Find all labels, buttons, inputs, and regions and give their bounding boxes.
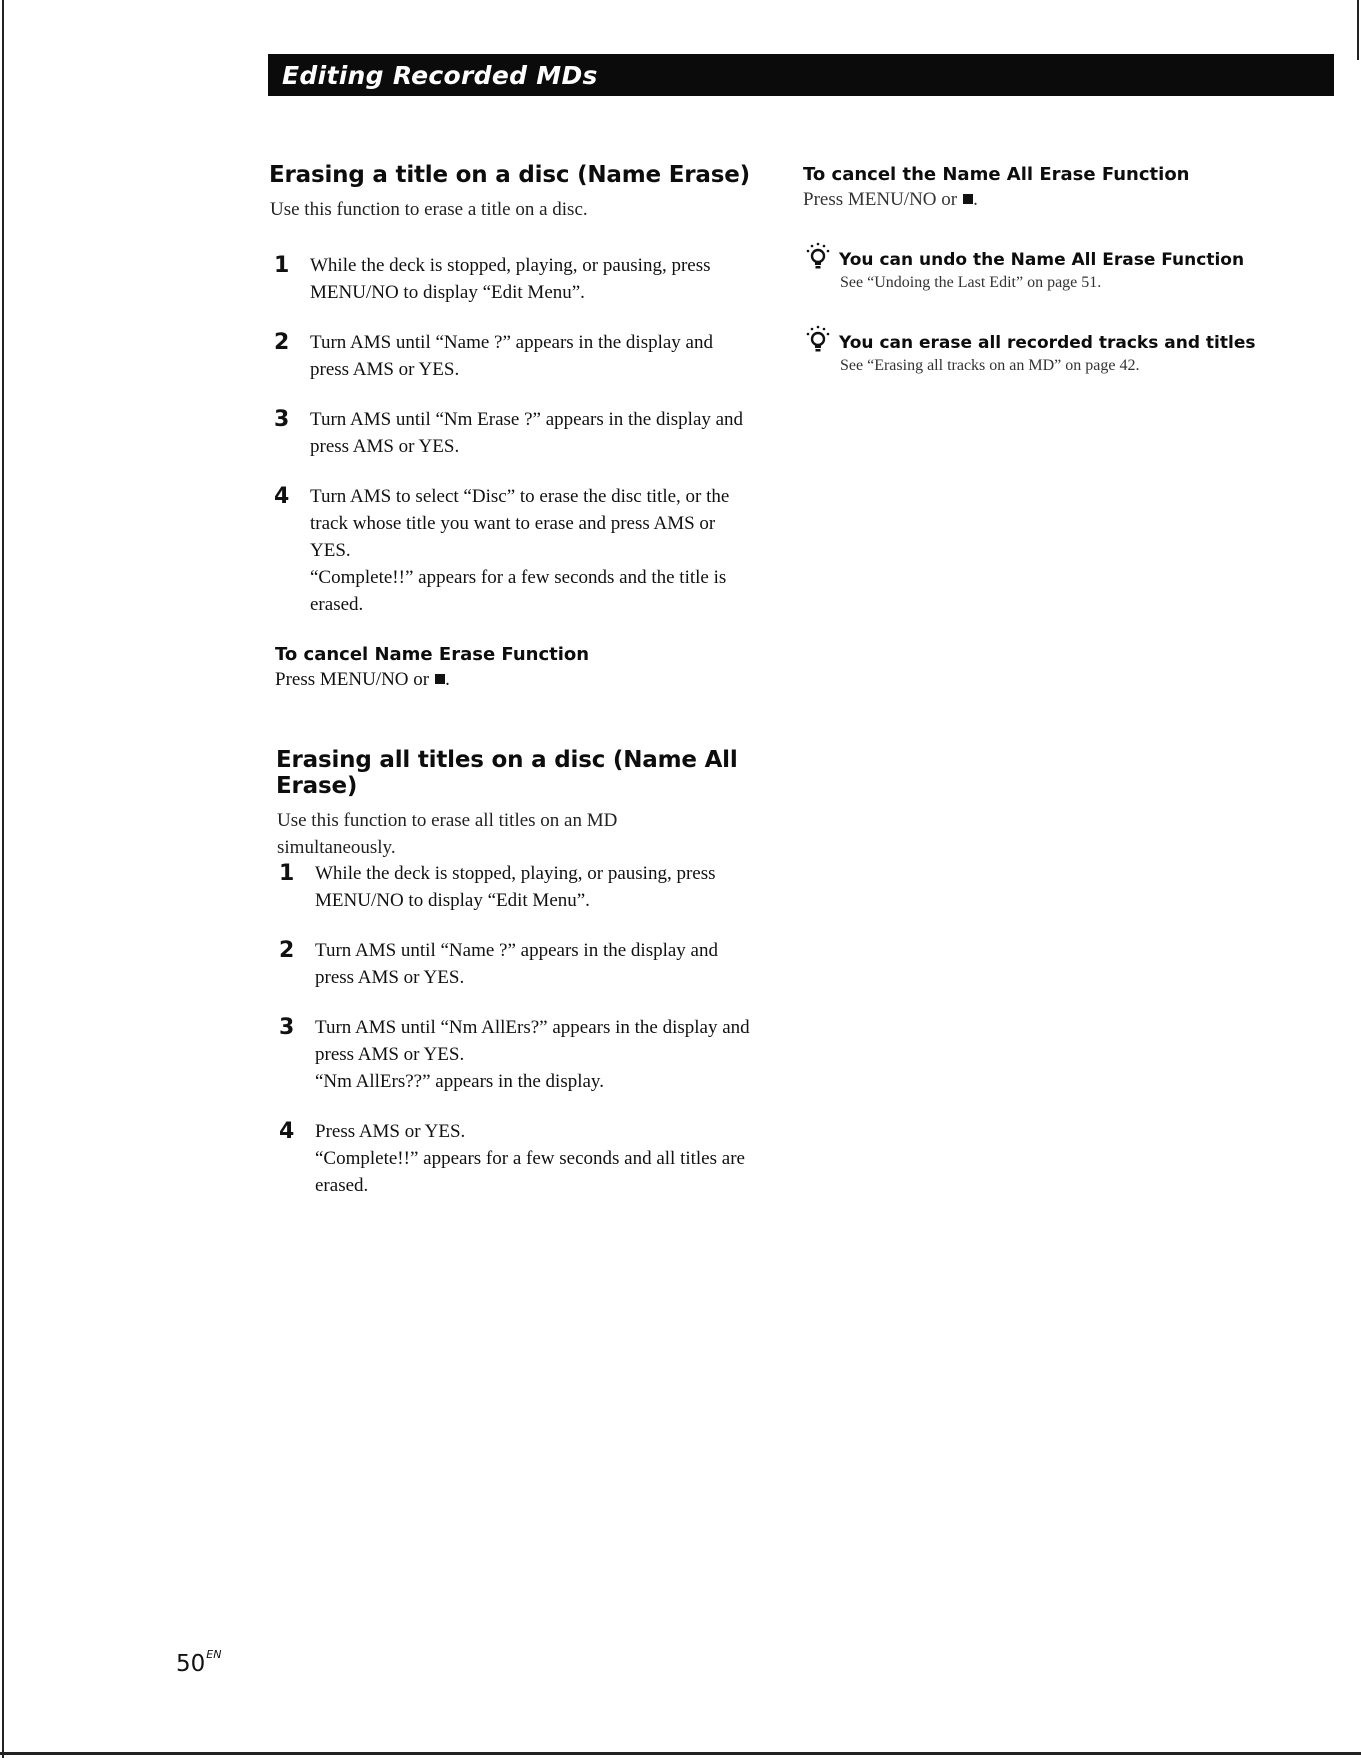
step-text: Press AMS or YES. <box>315 1121 466 1142</box>
name-erase-cancel-heading: To cancel Name Erase Function <box>275 644 590 665</box>
section-header-title: Editing Recorded MDs <box>282 60 598 90</box>
name-all-erase-steps <box>279 860 759 1199</box>
stop-square-icon <box>435 674 445 684</box>
name-erase-heading: Erasing a title on a disc (Name Erase) <box>269 162 750 188</box>
name-all-erase-section <box>276 747 796 861</box>
page-number-suffix: EN <box>206 1648 222 1661</box>
step-text: While the deck is stopped, playing, or pausing, press MENU/NO to display “Edit Menu”. <box>310 255 711 303</box>
step-item <box>279 860 759 914</box>
step-number: 4 <box>274 484 290 509</box>
page-edge-right <box>1357 0 1359 60</box>
step-item <box>274 406 754 460</box>
step-text: Turn AMS until “Name ?” appears in the display and press AMS or YES. <box>310 332 713 380</box>
section-header-bar <box>268 54 1334 96</box>
step-text: Turn AMS until “Name ?” appears in the display and press AMS or YES. <box>315 940 718 988</box>
lightbulb-icon <box>803 242 833 270</box>
tip-erase-all-text: See “Erasing all tracks on an MD” on page 42. <box>840 357 1140 374</box>
step-number: 1 <box>274 253 290 278</box>
step-number: 3 <box>274 407 290 432</box>
step-text: Turn AMS until “Nm Erase ?” appears in the display and press AMS or YES. <box>310 409 744 457</box>
step-item <box>274 252 754 306</box>
step-number: 1 <box>279 861 295 886</box>
page-edge-left <box>2 0 4 1758</box>
name-all-erase-heading: Erasing all titles on a disc (Name All Erase) <box>276 747 738 799</box>
step-text: Turn AMS to select “Disc” to erase the disc title, or the track whose title you want to erase and press AMS or YES. <box>310 486 730 561</box>
tip-undo-title: You can undo the Name All Erase Function <box>839 250 1245 270</box>
page-number-value: 50 <box>176 1651 206 1677</box>
tip-erase-all-title: You can erase all recorded tracks and titles <box>839 333 1256 353</box>
name-all-erase-cancel: To cancel the Name All Erase Function Press MENU/NO or . <box>803 164 1323 213</box>
name-all-erase-intro: Use this function to erase all titles on an MD simultaneously. <box>277 810 618 858</box>
name-erase-steps <box>274 252 754 618</box>
stop-square-icon <box>963 194 973 204</box>
lightbulb-icon <box>803 325 833 353</box>
tip-erase-all <box>803 325 1343 377</box>
tip-undo <box>803 242 1343 294</box>
step-item <box>274 483 754 618</box>
step-number: 4 <box>279 1119 295 1144</box>
step-text: While the deck is stopped, playing, or pausing, press MENU/NO to display “Edit Menu”. <box>315 863 716 911</box>
step-item <box>274 329 754 383</box>
name-erase-cancel-text: Press MENU/NO or <box>275 669 430 690</box>
step-number: 2 <box>274 330 290 355</box>
step-item <box>279 1014 759 1095</box>
step-text: Turn AMS until “Nm AllErs?” appears in the display and press AMS or YES. <box>315 1017 750 1065</box>
step-result-text: “Complete!!” appears for a few seconds and the title is erased. <box>310 567 727 615</box>
name-all-erase-cancel-heading: To cancel the Name All Erase Function <box>803 164 1190 185</box>
step-number: 2 <box>279 938 295 963</box>
name-erase-intro: Use this function to erase a title on a disc. <box>270 199 588 220</box>
name-erase-section <box>269 162 769 223</box>
tip-undo-text: See “Undoing the Last Edit” on page 51. <box>840 274 1102 291</box>
step-item <box>279 1118 759 1199</box>
step-result-text: “Complete!!” appears for a few seconds and all titles are erased. <box>315 1148 745 1196</box>
name-all-erase-cancel-text: Press MENU/NO or <box>803 189 958 210</box>
page-edge-bottom <box>0 1752 1361 1755</box>
name-erase-cancel: To cancel Name Erase Function Press MENU/NO or . <box>275 644 755 693</box>
step-result-text: “Nm AllErs??” appears in the display. <box>315 1071 604 1092</box>
page-number <box>176 1648 221 1677</box>
step-item <box>279 937 759 991</box>
step-number: 3 <box>279 1015 295 1040</box>
